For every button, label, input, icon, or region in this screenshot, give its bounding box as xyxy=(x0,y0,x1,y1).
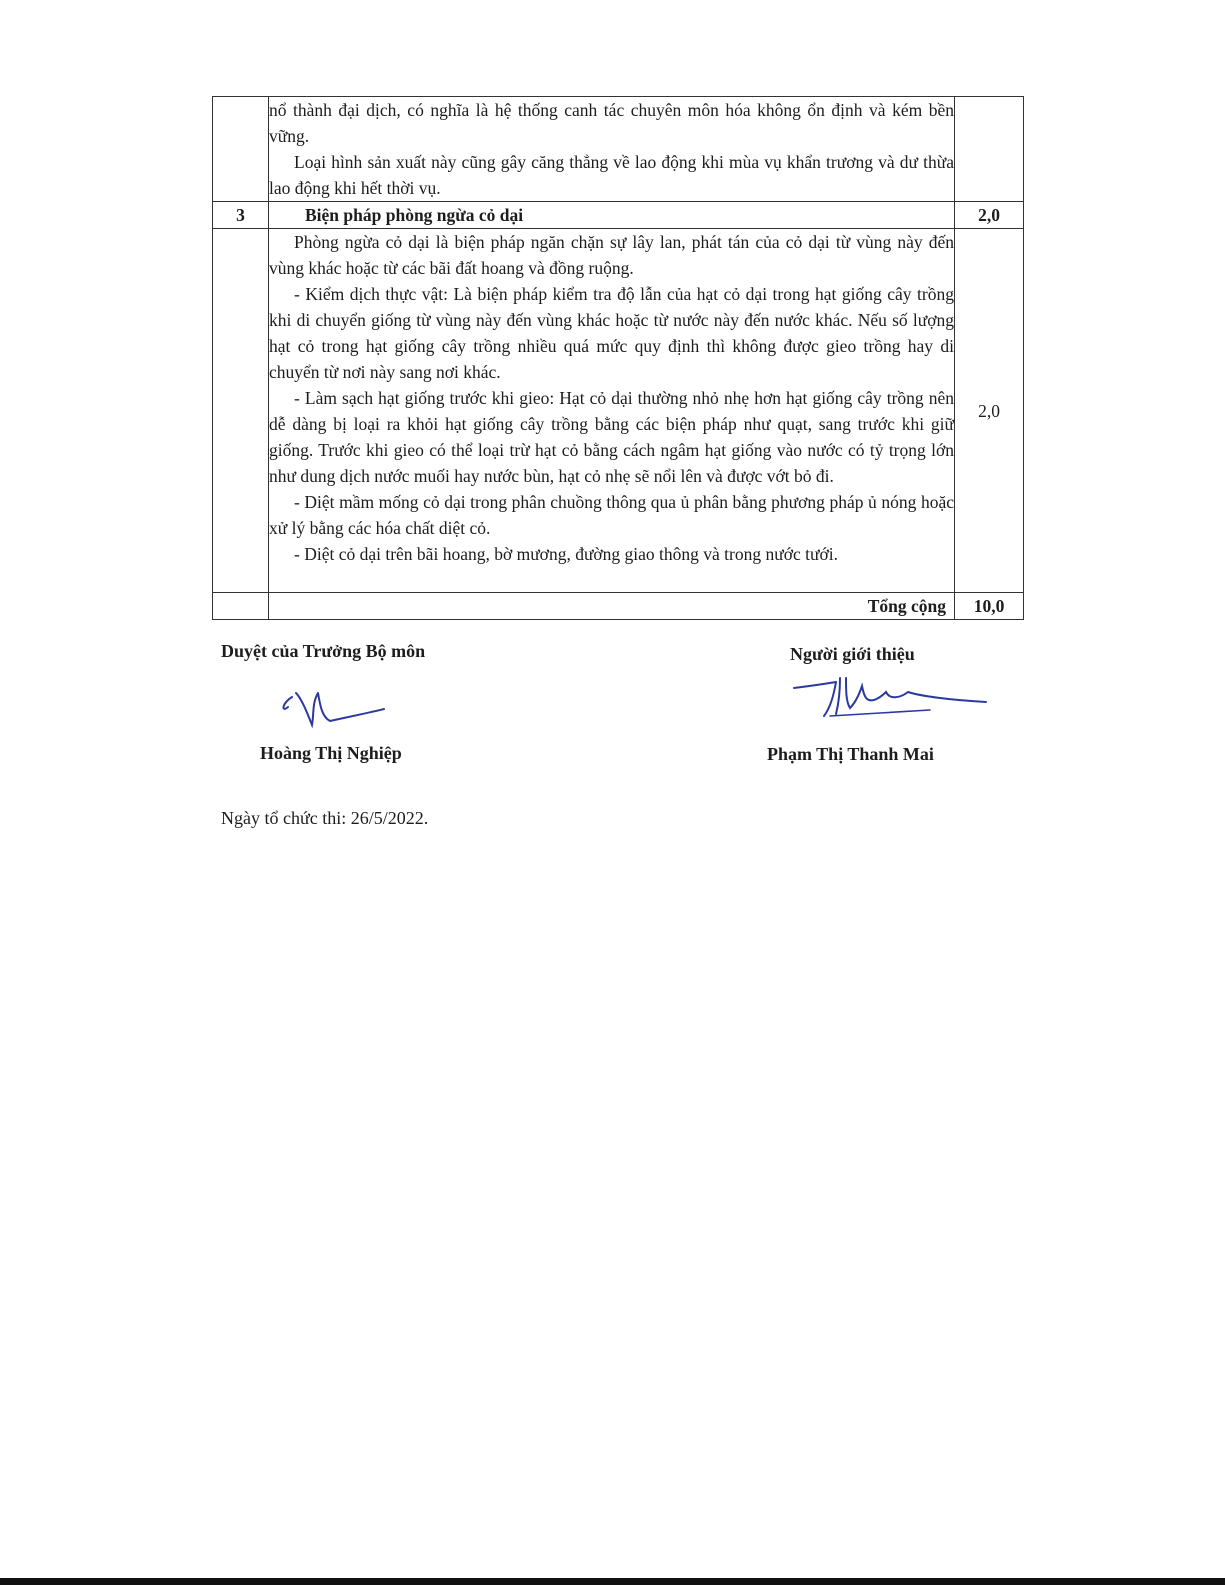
content-paragraph: Phòng ngừa cỏ dại là biện pháp ngăn chặn sự lây lan, phát tán của cỏ dại từ vùng này đến vùng khác hoặc từ các bãi đất hoang và đồng ruộng. xyxy=(269,232,954,278)
scan-edge-band xyxy=(0,1578,1225,1585)
question-title-score: 2,0 xyxy=(955,202,1024,229)
left-signature-mark xyxy=(278,685,388,730)
table-row-continued xyxy=(213,97,1024,202)
score-cell-empty xyxy=(955,97,1024,202)
question-content-score: 2,0 xyxy=(955,229,1024,593)
continued-paragraph: nổ thành đại dịch, có nghĩa là hệ thống canh tác chuyên môn hóa không ổn định và kém bền vững. xyxy=(269,100,954,146)
number-cell-empty xyxy=(213,97,269,202)
continued-paragraph: Loại hình sản xuất này cũng gây căng thẳng về lao động khi mùa vụ khẩn trương và dư thừa lao động khi hết thời vụ. xyxy=(269,152,954,198)
number-cell-empty xyxy=(213,229,269,593)
question-number: 3 xyxy=(213,202,269,229)
total-value: 10,0 xyxy=(955,593,1024,620)
question-title: Biện pháp phòng ngừa cỏ dại xyxy=(269,202,955,229)
right-signature-name: Phạm Thị Thanh Mai xyxy=(767,744,934,764)
table-row-question-3-content xyxy=(213,229,1024,593)
content-paragraph: - Kiểm dịch thực vật: Là biện pháp kiểm tra độ lẫn của hạt cỏ dại trong hạt giống cây trồng khi di chuyển giống từ vùng này đến vùng khác hoặc từ nước này đến nước khác. Nếu số lượng hạt cỏ trong hạt giống cây trồng nhiều quá mức quy định thì không được gieo trồng hay di chuyển từ nơi này sang nơi khác. xyxy=(269,284,954,382)
right-signature-title: Người giới thiệu xyxy=(790,644,915,664)
right-signature-mark xyxy=(790,672,990,727)
exam-date: Ngày tổ chức thi: 26/5/2022. xyxy=(221,808,429,828)
answer-table xyxy=(212,96,1024,620)
content-paragraph: - Diệt cỏ dại trên bãi hoang, bờ mương, đường giao thông và trong nước tưới. xyxy=(294,544,838,564)
number-cell-empty xyxy=(213,593,269,620)
continued-content-cell xyxy=(269,97,955,202)
left-signature-name: Hoàng Thị Nghiệp xyxy=(260,743,402,763)
table-row-question-3-title xyxy=(213,202,1024,229)
table-row-total xyxy=(213,593,1024,620)
content-paragraph: - Diệt mầm mống cỏ dại trong phân chuồng thông qua ủ phân bằng phương pháp ủ nóng hoặc xử lý bằng các hóa chất diệt cỏ. xyxy=(269,492,954,538)
total-label: Tổng cộng xyxy=(269,593,955,620)
question-content-cell xyxy=(269,229,955,593)
left-signature-title: Duyệt của Trưởng Bộ môn xyxy=(221,641,426,661)
content-paragraph: - Làm sạch hạt giống trước khi gieo: Hạt cỏ dại thường nhỏ nhẹ hơn hạt giống cây trồng nên dễ dàng bị loại ra khỏi hạt giống cây trồng bằng các biện pháp như quạt, sang trước khi giữ giống. Trước khi gieo có thể loại trừ hạt cỏ bằng cách ngâm hạt giống vào nước có tỷ trọng lớn như dung dịch nước muối hay nước bùn, hạt cỏ nhẹ sẽ nổi lên và được vớt bỏ đi. xyxy=(269,388,954,486)
